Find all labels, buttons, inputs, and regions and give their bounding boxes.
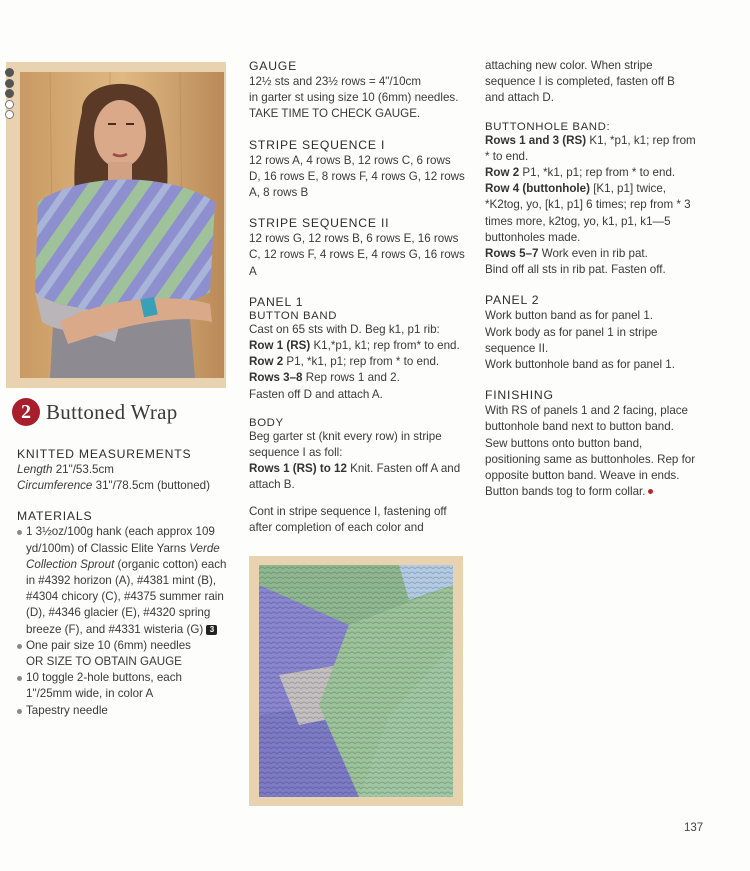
panel-1-cont-part1: Cont in stripe sequence I, fastening off after completion of each color and xyxy=(249,505,447,535)
gauge-heading: GAUGE xyxy=(249,59,298,73)
end-of-pattern-icon xyxy=(648,489,653,494)
left-column xyxy=(17,446,229,719)
pattern-number-badge: 2 xyxy=(12,398,40,426)
panel-1-cont-source xyxy=(0,0,1,1)
pattern-dots xyxy=(5,68,14,121)
stripe-sequence-1: STRIPE SEQUENCE I 12 rows A, 4 rows B, 12 rows C, 6 rows D, 16 rows E, 8 rows F, 4 rows G, 12 rows A, 8 rows B xyxy=(249,137,465,200)
buttonhole-band-section: BUTTONHOLE BAND: Rows 1 and 3 (RS) K1, *p1, k1; rep from * to end. Row 2 P1, *k1, p1; rep from * to end. Row 4 (buttonhole) [K1, p1] twice, *K2tog, yo, [k1, p1] 6 times; rep from * 3 times more, k2tog, yo, k1, p1, k1—5 buttonholes made. Rows 5–7 Work even in rib pat. Bind off all sts in rib pat. Fasten off. xyxy=(485,120,696,277)
right-column xyxy=(485,58,697,500)
materials-item: One pair size 10 (6mm) needles xyxy=(17,638,229,654)
knit-detail-image xyxy=(259,565,453,797)
materials-item: 1 3½oz/100g hank (each approx 109 yd/100m) of Classic Elite Yarns Verde Collection Sprout (organic cotton) each in #4392 horizon (A), #4381 mint (B), #4304 chicory (C), #4375 summer rain (D), #4346 glacier (E), #4320 spring breeze (F), and #4331 wisteria (G) 3 xyxy=(17,524,229,637)
materials-section: MATERIALS 1 3½oz/100g hank (each approx 109 yd/100m) of Classic Elite Yarns Verde Collection Sprout (organic cotton) each in #4392 horizon (A), #4381 mint (B), #4304 chicory (C), #4375 summer rain (D), #4346 glacier (E), #4320 spring breeze (F), and #4331 wisteria (G) 3 One pair size 10 (6mm) needles OR SIZE TO OBTAIN GAUGE 10 toggle 2-hole buttons, each 1"/25mm wide, in color A Tapestry needle xyxy=(17,508,229,718)
measurements-section: KNITTED MEASUREMENTS Length 21"/53.5cm Circumference 31"/78.5cm (buttoned) xyxy=(17,446,229,494)
middle-column xyxy=(249,58,465,508)
panel-1-section: PANEL 1 BUTTON BAND Cast on 65 sts with D. Beg k1, p1 rib: Row 1 (RS) K1,*p1, k1; rep from* to end. Row 2 P1, *k1, p1; rep from * to end. Rows 3–8 Rep rows 1 and 2. Fasten off D and attach A. BODY Beg garter st (knit every row) in stripe sequence I as foll: Rows 1 (RS) to 12 Knit. Fasten off A and attach B. xyxy=(249,294,461,492)
yarn-weight-icon: 3 xyxy=(206,625,217,635)
gauge-section: GAUGE 12½ sts and 23½ rows = 4"/10cm in garter st using size 10 (6mm) needles. TAKE TIME TO CHECK GAUGE. xyxy=(249,58,465,123)
detail-photo xyxy=(249,556,463,806)
panel-1-cont-part2: attaching new color. When stripe sequence I is completed, fasten off B and attach D. xyxy=(485,59,675,105)
panel-2-section: PANEL 2 Work button band as for panel 1. Work body as for panel 1 in stripe sequence II. Work buttonhole band as for panel 1. xyxy=(485,293,675,372)
page-number: 137 xyxy=(684,822,704,834)
materials-item: 10 toggle 2-hole buttons, each 1"/25mm wide, in color A xyxy=(17,670,229,702)
measurements-heading: KNITTED MEASUREMENTS xyxy=(17,447,192,461)
main-photo xyxy=(6,62,226,388)
pattern-title: Buttoned Wrap xyxy=(46,399,178,424)
model-wearing-wrap-image xyxy=(20,72,224,378)
stripe-sequence-2: STRIPE SEQUENCE II 12 rows G, 12 rows B, 6 rows E, 16 rows C, 12 rows F, 4 rows E, 4 rows G, 16 rows A xyxy=(249,216,465,278)
pattern-title-row xyxy=(12,398,178,426)
materials-item: Tapestry needle xyxy=(17,703,229,719)
finishing-section: FINISHING With RS of panels 1 and 2 facing, place buttonhole band next to button band. Sew buttons onto button band, positioning same as buttonholes. Rep for opposite button band. Weave in ends. Button bands tog to form collar. xyxy=(485,388,696,499)
materials-heading: MATERIALS xyxy=(17,509,93,524)
